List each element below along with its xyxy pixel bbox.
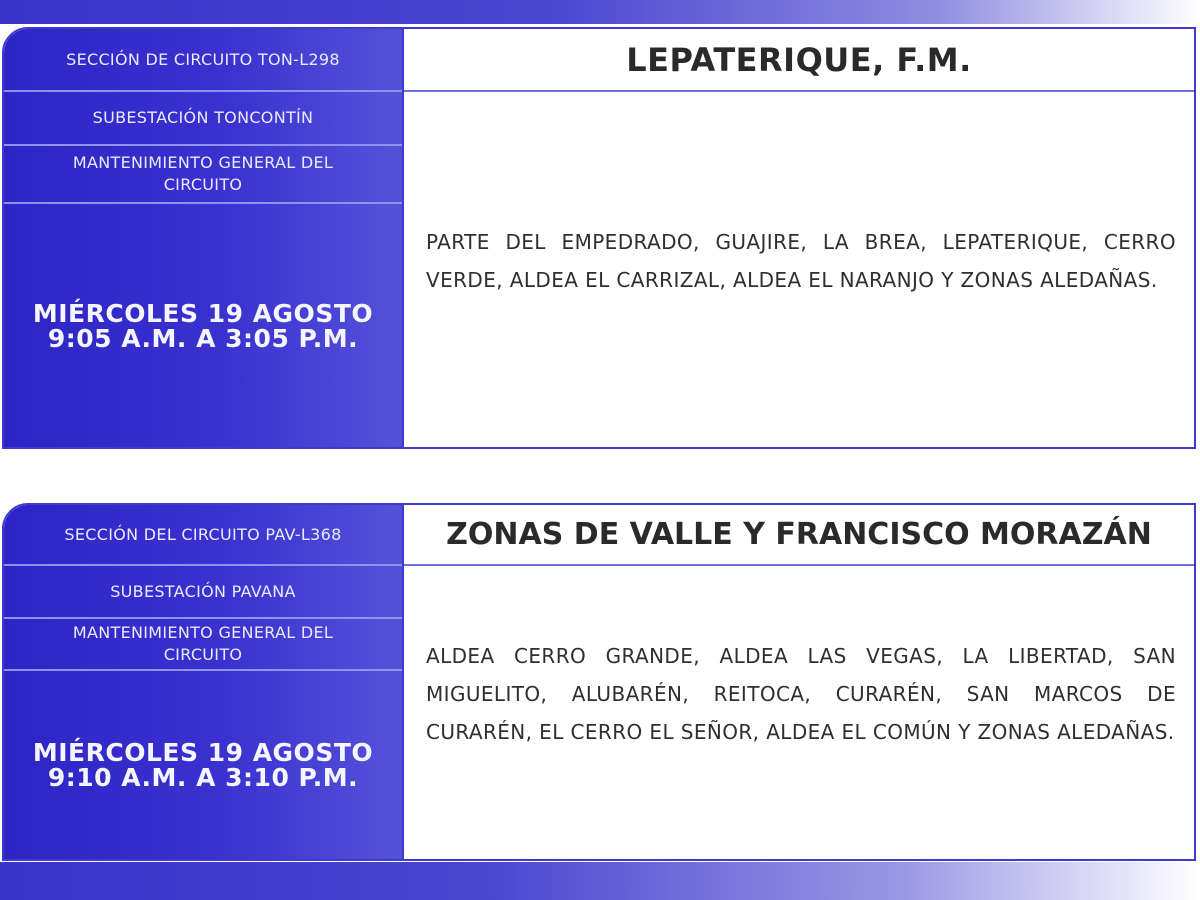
affected-areas-text: ALDEA CERRO GRANDE, ALDEA LAS VEGAS, LA LIBERTAD, SAN MIGUELITO, ALUBARÉN, REITOCA, CURARÉN, SAN MARCOS DE CURARÉN, EL CERRO EL SEÑOR, ALDEA EL COMÚN Y ZONAS ALEDAÑAS. — [426, 644, 1176, 744]
schedule-time: 9:05 A.M. A 3:05 P.M. — [47, 323, 359, 353]
maintenance-label — [4, 146, 402, 204]
substation-label: SUBESTACIÓN PAVANA — [4, 566, 402, 619]
maintenance-label-line2: CIRCUITO — [163, 175, 243, 194]
outage-notice-card-1 — [2, 27, 1196, 449]
schedule-time: 9:10 A.M. A 3:10 P.M. — [47, 763, 359, 792]
schedule-block — [4, 204, 402, 447]
maintenance-label — [4, 619, 402, 671]
notice-title: ZONAS DE VALLE Y FRANCISCO MORAZÁN — [404, 505, 1194, 566]
circuit-section-label: SECCIÓN DE CIRCUITO TON-L298 — [4, 29, 402, 92]
affected-areas-text: PARTE DEL EMPEDRADO, GUAJIRE, LA BREA, LEPATERIQUE, CERRO VERDE, ALDEA EL CARRIZAL, ALDEA EL NARANJO Y ZONAS ALEDAÑAS. — [426, 230, 1176, 292]
notice-info-panel — [4, 505, 402, 859]
notice-info-panel — [4, 29, 402, 447]
notice-content-panel — [402, 505, 1194, 859]
bottom-gradient-band — [0, 862, 1200, 900]
top-gradient-band — [0, 0, 1200, 24]
maintenance-label-line2: CIRCUITO — [163, 645, 243, 664]
maintenance-label-line1: MANTENIMIENTO GENERAL DEL — [72, 153, 334, 172]
circuit-section-label: SECCIÓN DEL CIRCUITO PAV-L368 — [4, 505, 402, 566]
schedule-date: MIÉRCOLES 19 AGOSTO — [32, 298, 374, 328]
outage-notice-card-2 — [2, 503, 1196, 861]
schedule-date: MIÉRCOLES 19 AGOSTO — [32, 738, 374, 767]
notice-content-panel — [402, 29, 1194, 447]
schedule-block — [4, 671, 402, 859]
substation-label: SUBESTACIÓN TONCONTÍN — [4, 92, 402, 146]
notice-title: LEPATERIQUE, F.M. — [404, 29, 1194, 92]
maintenance-label-line1: MANTENIMIENTO GENERAL DEL — [72, 623, 334, 642]
